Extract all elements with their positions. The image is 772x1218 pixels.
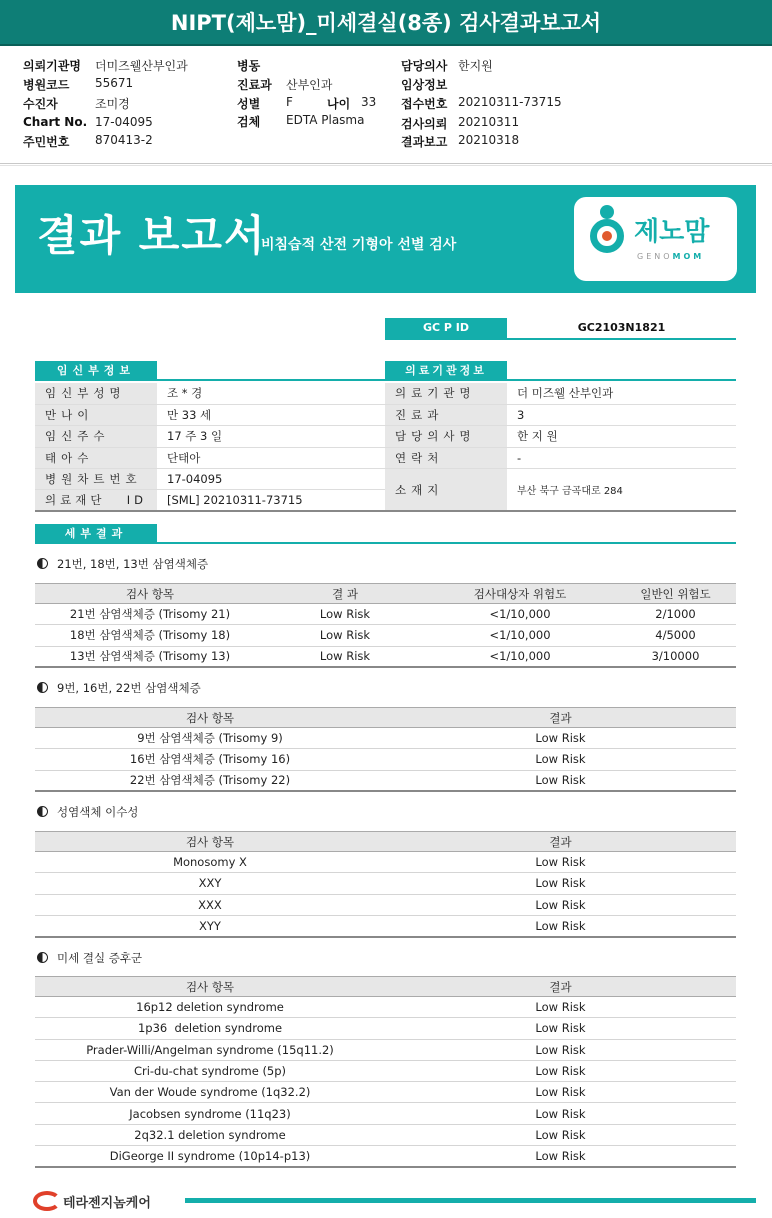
column-header: 결과 <box>385 832 736 852</box>
table-header-row <box>35 584 736 604</box>
table-row <box>35 770 736 791</box>
result: Low Risk <box>385 1082 736 1103</box>
general-risk: 4/5000 <box>615 625 736 646</box>
column-header: 검사 항목 <box>35 977 385 997</box>
sex-label: 성별 <box>237 97 261 111</box>
result: Low Risk <box>385 1124 736 1145</box>
table-header-row <box>35 708 736 728</box>
kv-value: 만 33 세 <box>157 404 386 425</box>
group4-title: 미세 결실 증후군 <box>37 950 142 966</box>
table-row <box>35 873 736 894</box>
clinical-info-label: 임상정보 <box>401 78 448 92</box>
result: Low Risk <box>385 728 736 749</box>
kv-value: [SML] 20210311-73715 <box>157 490 386 511</box>
subject-risk: <1/10,000 <box>425 625 615 646</box>
kv-label: 진료과 <box>385 404 507 425</box>
test-item: Van der Woude syndrome (1q32.2) <box>35 1082 385 1103</box>
kv-value: 조 * 경 <box>157 383 386 404</box>
test-item: 2q32.1 deletion syndrome <box>35 1124 385 1145</box>
table-row <box>35 1018 736 1039</box>
test-item: 16p12 deletion syndrome <box>35 997 385 1018</box>
group3-title: 성염색체 이수성 <box>37 804 138 820</box>
kv-value: 한 지 원 <box>507 426 736 447</box>
test-item: 16번 삼염색체증 (Trisomy 16) <box>35 749 385 770</box>
chart-no-value: 17-04095 <box>95 115 153 129</box>
patient-label: 수진자 <box>23 97 58 111</box>
table-row <box>385 469 736 512</box>
half-circle-icon <box>37 806 48 817</box>
subject-risk: <1/10,000 <box>425 646 615 667</box>
kv-label: 의료기관명 <box>385 383 507 404</box>
header-divider <box>0 163 772 166</box>
kv-label: 태아수 <box>35 447 157 468</box>
test-item: XYY <box>35 915 385 936</box>
gcp-id-row <box>385 318 736 340</box>
institution-info-table <box>385 383 736 512</box>
kv-value: 부산 북구 금곡대로 284 <box>507 469 736 512</box>
request-date-label: 검사의뢰 <box>401 117 448 131</box>
specimen-value: EDTA Plasma <box>286 113 365 127</box>
column-header: 결과 <box>385 708 736 728</box>
column-header: 결 과 <box>265 584 425 604</box>
test-item: XXX <box>35 894 385 915</box>
table-row <box>35 426 386 447</box>
chart-no-label: Chart No. <box>23 115 88 129</box>
report-title: NIPT(제노맘)_미세결실(8종) 검사결과보고서 <box>0 0 772 46</box>
group1-table <box>35 583 736 668</box>
kv-value: 단태아 <box>157 447 386 468</box>
department-value: 산부인과 <box>286 78 333 92</box>
table-row <box>35 490 386 511</box>
result: Low Risk <box>385 770 736 791</box>
header-info <box>0 55 772 161</box>
resident-no-label: 주민번호 <box>23 135 70 149</box>
banner-subtitle: 비침습적 산전 기형아 선별 검사 <box>261 237 457 253</box>
patient-section-header <box>35 361 386 381</box>
department-label: 진료과 <box>237 78 272 92</box>
result: Low Risk <box>265 646 425 667</box>
table-row <box>385 404 736 425</box>
table-header-row <box>35 832 736 852</box>
table-row <box>385 426 736 447</box>
age-value: 33 <box>361 95 377 109</box>
table-row <box>35 469 386 490</box>
column-header: 검사대상자 위험도 <box>425 584 615 604</box>
group4-table <box>35 976 736 1168</box>
table-row <box>385 447 736 468</box>
test-item: DiGeorge II syndrome (10p14-p13) <box>35 1146 385 1167</box>
specimen-label: 검체 <box>237 115 261 129</box>
table-row <box>35 1124 736 1145</box>
table-row <box>35 604 736 625</box>
table-row <box>35 625 736 646</box>
column-header: 결과 <box>385 977 736 997</box>
table-row <box>35 997 736 1018</box>
patient-value: 조미경 <box>95 97 130 111</box>
test-item: 21번 삼염색체증 (Trisomy 21) <box>35 604 265 625</box>
banner-title: 결과 보고서 <box>37 211 267 260</box>
result: Low Risk <box>385 997 736 1018</box>
column-header: 검사 항목 <box>35 584 265 604</box>
table-header-row <box>35 977 736 997</box>
kv-value: - <box>507 447 736 468</box>
test-item: 18번 삼염색체증 (Trisomy 18) <box>35 625 265 646</box>
general-risk: 2/1000 <box>615 604 736 625</box>
kv-label: 병원차트번호 <box>35 469 157 490</box>
gcp-id-value: GC2103N1821 <box>577 321 666 334</box>
hospital-code-label: 병원코드 <box>23 78 70 92</box>
column-header: 검사 항목 <box>35 708 385 728</box>
result: Low Risk <box>265 604 425 625</box>
report-date-value: 20210318 <box>458 133 520 147</box>
group2-title: 9번, 16번, 22번 삼염색체증 <box>37 680 201 696</box>
hospital-code-value: 55671 <box>95 76 134 90</box>
sex-value: F <box>286 95 293 109</box>
kv-label: 임신부성명 <box>35 383 157 404</box>
kv-label: 담당의사명 <box>385 426 507 447</box>
result: Low Risk <box>385 915 736 936</box>
test-item: Cri-du-chat syndrome (5p) <box>35 1060 385 1081</box>
result: Low Risk <box>385 873 736 894</box>
table-row <box>385 383 736 404</box>
group2-table <box>35 707 736 792</box>
footer-divider <box>185 1198 756 1203</box>
genomom-logo <box>574 197 737 281</box>
test-item: Monosomy X <box>35 852 385 873</box>
test-item: 9번 삼염색체증 (Trisomy 9) <box>35 728 385 749</box>
test-item: Jacobsen syndrome (11q23) <box>35 1103 385 1124</box>
report-date-label: 결과보고 <box>401 135 448 149</box>
table-row <box>35 1082 736 1103</box>
institution-section-title: 의료기관정보 <box>385 361 507 381</box>
kv-value: 더 미즈웰 산부인과 <box>507 383 736 404</box>
table-row <box>35 383 386 404</box>
kv-value: 17-04095 <box>157 469 386 490</box>
half-circle-icon <box>37 952 48 963</box>
table-row <box>35 894 736 915</box>
request-date-value: 20210311 <box>458 115 520 129</box>
kv-value: 17 주 3 일 <box>157 426 386 447</box>
column-header: 일반인 위험도 <box>615 584 736 604</box>
test-item: XXY <box>35 873 385 894</box>
requester-value: 더미즈웰산부인과 <box>95 59 188 73</box>
resident-no-value: 870413-2 <box>95 133 153 147</box>
result: Low Risk <box>385 894 736 915</box>
logo-text: 제노맘 <box>634 217 710 247</box>
kv-label: 의료재단 ID <box>35 490 157 511</box>
result: Low Risk <box>385 1039 736 1060</box>
table-row <box>35 646 736 667</box>
gcp-id-label: GC P ID <box>385 318 507 338</box>
kv-label: 만나이 <box>35 404 157 425</box>
test-item: 13번 삼염색체증 (Trisomy 13) <box>35 646 265 667</box>
half-circle-icon <box>37 682 48 693</box>
company-logo-icon <box>33 1191 61 1211</box>
table-row <box>35 1146 736 1167</box>
test-item: Prader-Willi/Angelman syndrome (15q11.2) <box>35 1039 385 1060</box>
detail-section-header <box>35 524 736 544</box>
subject-risk: <1/10,000 <box>425 604 615 625</box>
logo-head-icon <box>600 205 614 219</box>
result: Low Risk <box>385 749 736 770</box>
table-row <box>35 447 386 468</box>
table-row <box>35 749 736 770</box>
table-row <box>35 404 386 425</box>
kv-value: 3 <box>507 404 736 425</box>
report-banner <box>15 185 756 293</box>
footer-company-logo: 테라젠지놈케어 <box>33 1191 151 1211</box>
receipt-no-value: 20210311-73715 <box>458 95 562 109</box>
table-row <box>35 1060 736 1081</box>
group3-table <box>35 831 736 938</box>
patient-section-title: 임신부정보 <box>35 361 157 381</box>
logo-subtext: GENOMOM <box>637 252 705 261</box>
doctor-label: 담당의사 <box>401 59 448 73</box>
half-circle-icon <box>37 558 48 569</box>
result: Low Risk <box>385 852 736 873</box>
logo-mother-icon <box>590 219 624 253</box>
detail-section-title: 세부결과 <box>35 524 157 544</box>
result: Low Risk <box>265 625 425 646</box>
result: Low Risk <box>385 1146 736 1167</box>
result: Low Risk <box>385 1103 736 1124</box>
patient-info-table <box>35 383 386 512</box>
receipt-no-label: 접수번호 <box>401 97 448 111</box>
doctor-value: 한지원 <box>458 59 493 73</box>
result: Low Risk <box>385 1018 736 1039</box>
general-risk: 3/10000 <box>615 646 736 667</box>
age-label: 나이 <box>327 97 351 111</box>
requester-label: 의뢰기관명 <box>23 59 81 73</box>
column-header: 검사 항목 <box>35 832 385 852</box>
test-item: 1p36 deletion syndrome <box>35 1018 385 1039</box>
table-row <box>35 728 736 749</box>
kv-label: 임신주수 <box>35 426 157 447</box>
table-row <box>35 915 736 936</box>
ward-label: 병동 <box>237 59 261 73</box>
table-row <box>35 1103 736 1124</box>
institution-section-header <box>385 361 736 381</box>
test-item: 22번 삼염색체증 (Trisomy 22) <box>35 770 385 791</box>
result: Low Risk <box>385 1060 736 1081</box>
table-row <box>35 1039 736 1060</box>
group1-title: 21번, 18번, 13번 삼염색체증 <box>37 556 208 572</box>
kv-label: 소재지 <box>385 469 507 512</box>
table-row <box>35 852 736 873</box>
kv-label: 연락처 <box>385 447 507 468</box>
